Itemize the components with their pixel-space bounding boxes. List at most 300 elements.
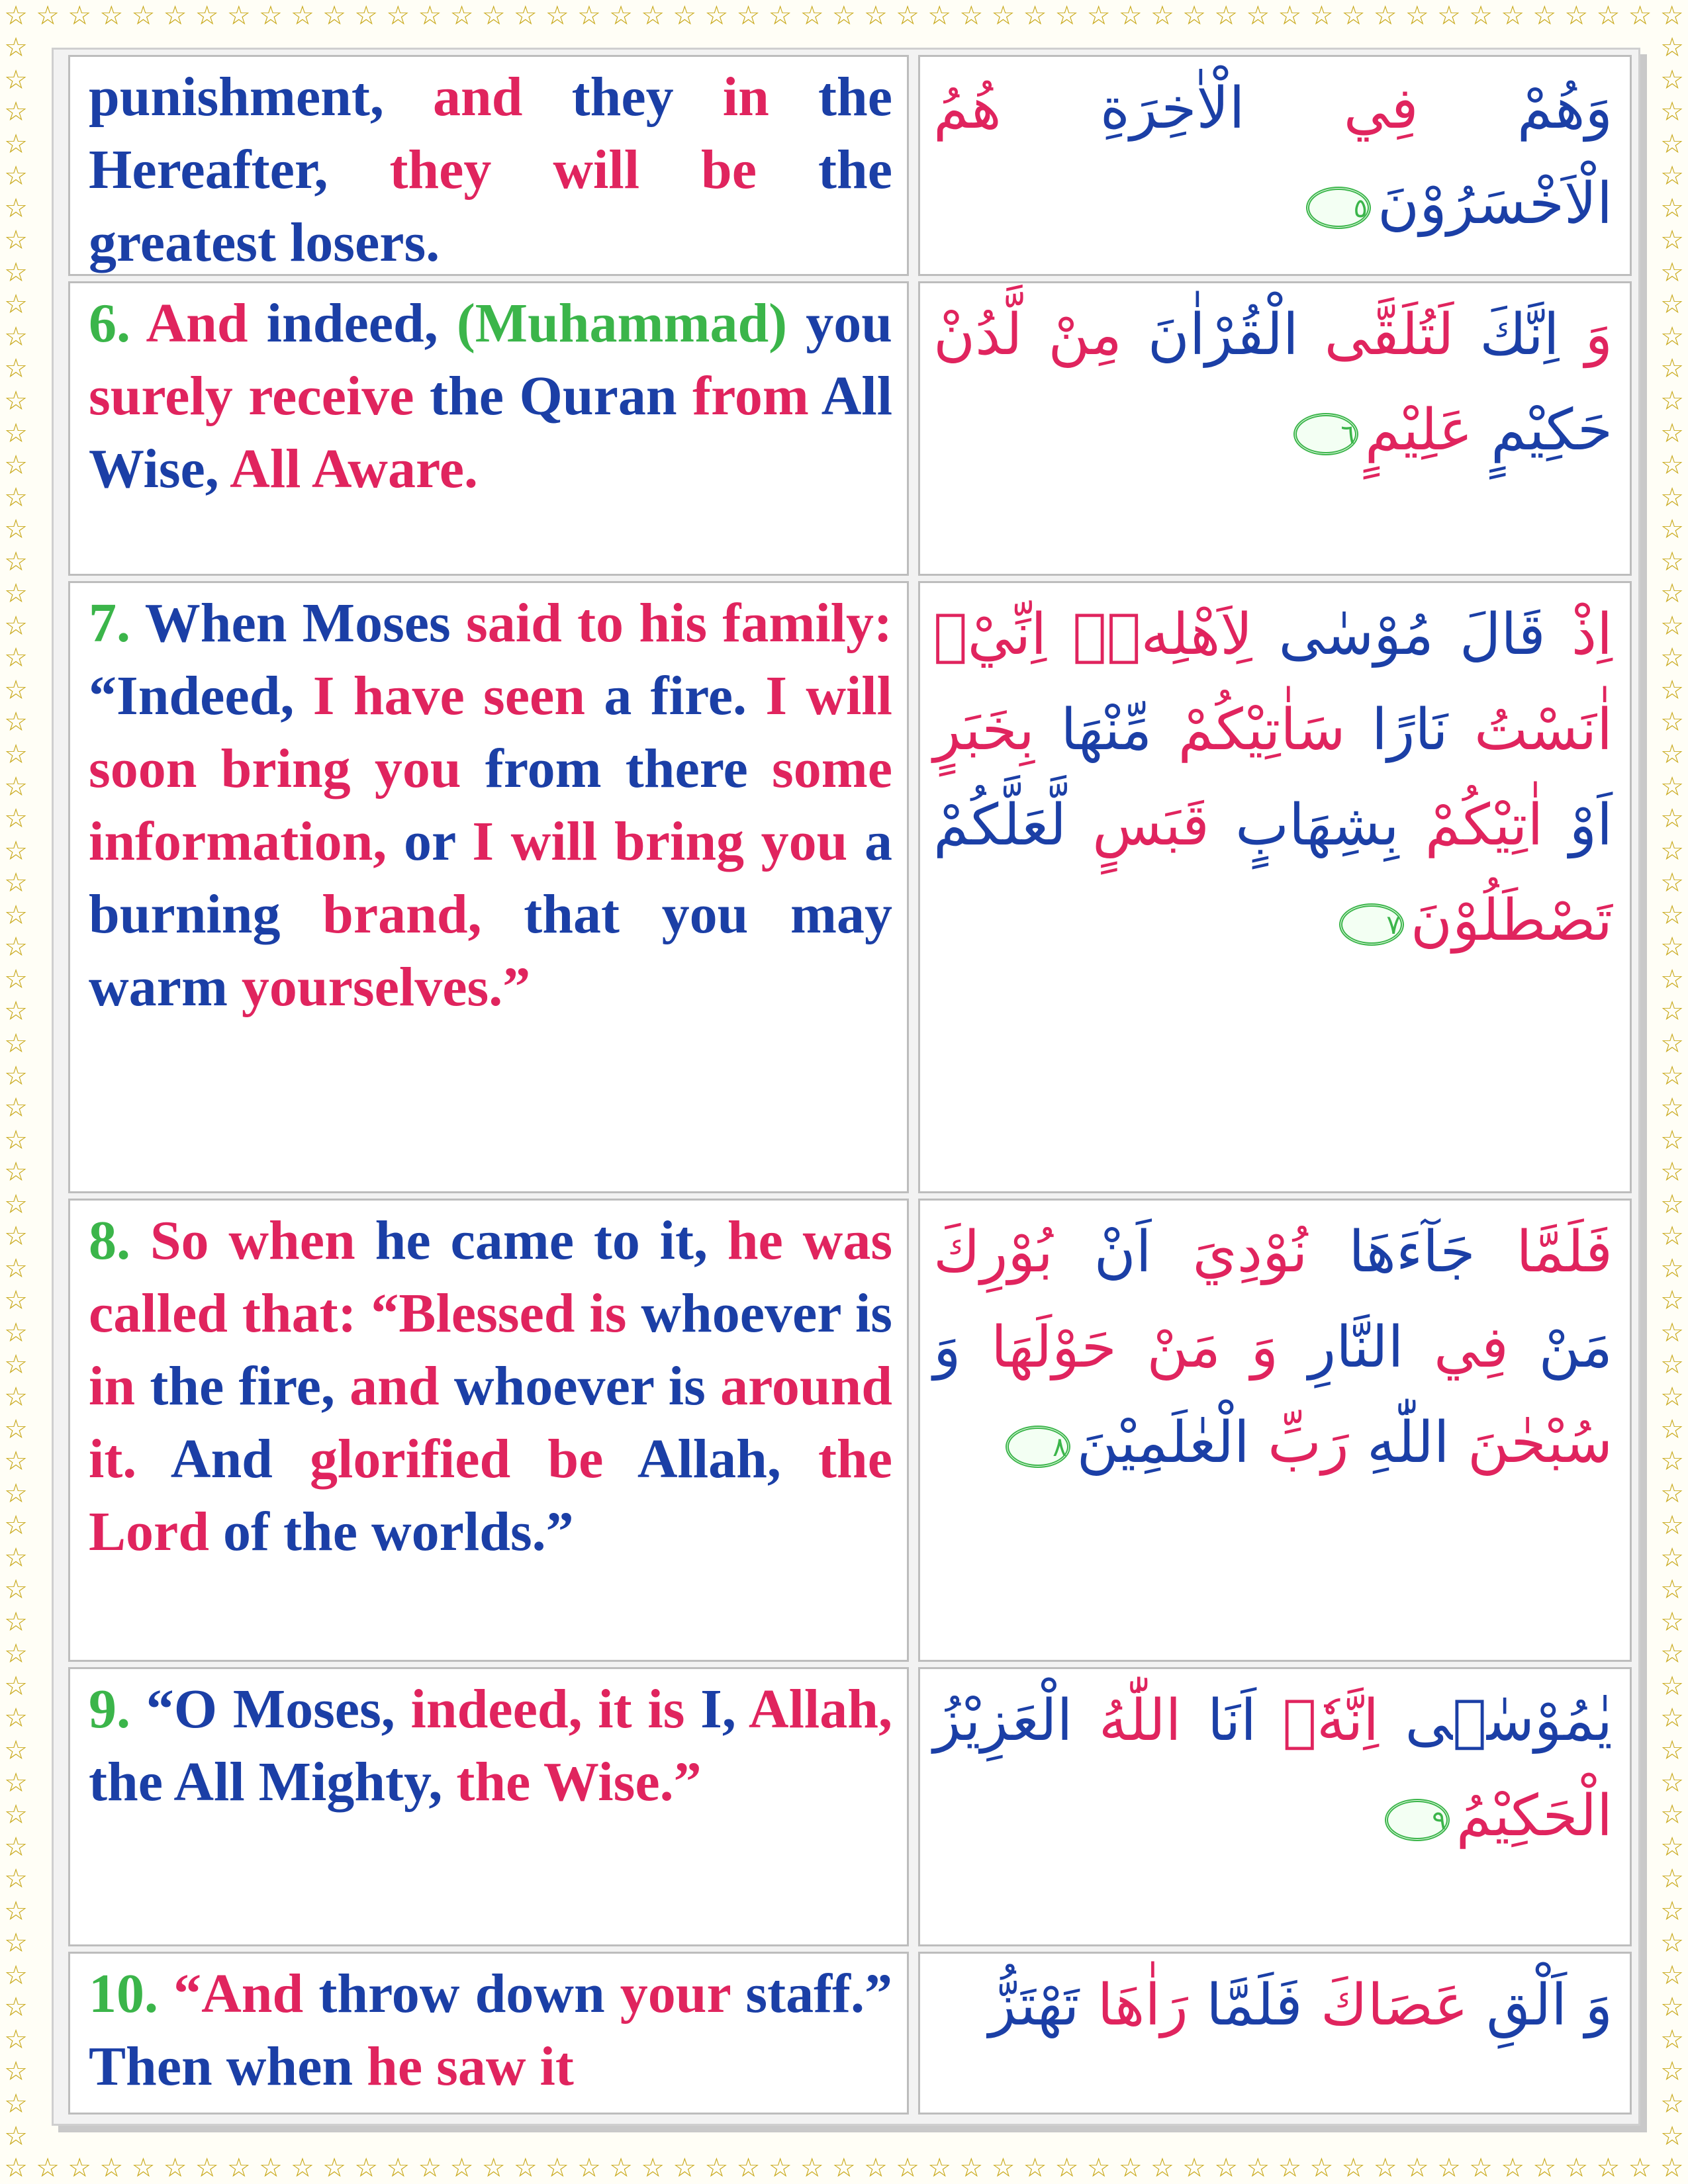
english-translation	[89, 287, 892, 506]
star-icon: ☆	[1660, 2024, 1684, 2055]
translation-segment: he saw it	[367, 2036, 574, 2097]
star-icon: ☆	[1086, 1, 1111, 31]
star-icon: ☆	[4, 643, 28, 674]
star-icon: ☆	[291, 1, 314, 31]
star-icon: ☆	[1278, 1, 1302, 31]
star-icon: ☆	[4, 1157, 28, 1188]
arabic-word: سَاٰتِيْكُمْ	[1152, 697, 1346, 763]
star-icon: ☆	[4, 1831, 28, 1862]
translation-segment: the fire,	[150, 1355, 350, 1417]
star-icon: ☆	[1501, 2153, 1525, 2183]
arabic-word: الْعَزِيْزُ	[933, 1688, 1073, 1754]
star-icon: ☆	[131, 2153, 156, 2183]
star-icon: ☆	[481, 2153, 506, 2183]
star-icon: ☆	[418, 2153, 442, 2183]
star-icon: ☆	[1660, 739, 1684, 770]
star-icon: ☆	[4, 771, 28, 802]
star-icon: ☆	[4, 1799, 28, 1831]
star-icon: ☆	[736, 1, 761, 31]
translation-segment: throw down	[318, 1963, 620, 2025]
verse-row	[54, 576, 1642, 1193]
verse-number: 6.	[89, 293, 146, 354]
translation-segment: indeed, it is	[410, 1678, 701, 1740]
star-icon: ☆	[1660, 1928, 1684, 1959]
star-icon: ☆	[36, 1, 60, 31]
star-icon: ☆	[4, 1895, 28, 1927]
verse-number: 10.	[89, 1963, 174, 2025]
arabic-word: النَّارِ	[1278, 1314, 1404, 1381]
star-icon: ☆	[226, 1, 251, 31]
arabic-word: اِنَّهٗۤ	[1256, 1688, 1380, 1754]
star-icon: ☆	[1246, 2153, 1270, 2183]
arabic-verse	[933, 1673, 1613, 1864]
star-icon: ☆	[1564, 2153, 1589, 2183]
star-icon: ☆	[4, 193, 28, 224]
star-icon: ☆	[4, 835, 28, 866]
translation-segment: And	[170, 1428, 310, 1490]
english-translation-cell	[68, 1952, 909, 2115]
arabic-word: بُوْرِكَ	[933, 1219, 1053, 1285]
star-icon: ☆	[4, 932, 28, 963]
star-icon: ☆	[4, 578, 28, 610]
ayah-end-marker-icon: ٦	[1293, 413, 1358, 455]
star-icon: ☆	[1660, 803, 1684, 835]
star-icon: ☆	[4, 1992, 28, 2023]
arabic-word: تَهْتَزُّ	[988, 1972, 1080, 2038]
star-icon: ☆	[1118, 2153, 1143, 2183]
english-translation-cell	[68, 55, 909, 276]
translation-segment: you	[806, 293, 892, 354]
arabic-verse	[933, 587, 1613, 968]
star-icon: ☆	[322, 1, 347, 31]
arabic-word: بِشِهَابٍ	[1209, 792, 1399, 858]
star-icon: ☆	[99, 1, 124, 31]
star-icon: ☆	[1501, 1, 1525, 31]
star-icon: ☆	[4, 1189, 28, 1220]
star-icon: ☆	[1469, 2153, 1493, 2183]
star-icon: ☆	[1628, 1, 1652, 31]
star-icon: ☆	[4, 1478, 28, 1509]
star-icon: ☆	[291, 2153, 314, 2183]
star-icon: ☆	[768, 1, 792, 31]
star-icon: ☆	[1660, 1189, 1684, 1220]
star-icon: ☆	[1660, 1831, 1684, 1862]
star-icon: ☆	[641, 1, 665, 31]
star-icon: ☆	[1660, 1960, 1684, 1991]
star-icon: ☆	[1660, 1478, 1684, 1509]
star-icon: ☆	[4, 1574, 28, 1606]
arabic-word: عَلِيْمٍ	[1364, 397, 1473, 463]
star-icon: ☆	[4, 161, 28, 192]
star-icon: ☆	[481, 1, 506, 31]
english-translation-cell	[68, 1667, 909, 1946]
arabic-word: اِنَّكَ	[1454, 302, 1560, 368]
star-icon: ☆	[768, 2153, 792, 2183]
star-icon: ☆	[1309, 1, 1334, 31]
verse-row	[54, 1946, 1642, 2115]
star-icon: ☆	[258, 2153, 283, 2183]
translation-segment: “O Moses,	[146, 1678, 411, 1740]
arabic-word: لَتُلَقَّى	[1298, 302, 1454, 368]
arabic-word: هُمُ	[933, 75, 1002, 142]
star-icon: ☆	[4, 964, 28, 995]
star-icon: ☆	[4, 546, 28, 577]
star-icon: ☆	[1660, 899, 1684, 931]
arabic-word: الْاٰخِرَةِ	[1001, 75, 1245, 142]
translation-segment: Then when	[89, 2036, 367, 2097]
star-icon: ☆	[4, 32, 28, 63]
star-icon: ☆	[1660, 868, 1684, 899]
arabic-verse-cell	[918, 581, 1632, 1193]
star-icon: ☆	[1660, 193, 1684, 224]
decorative-star-border-top	[0, 0, 1688, 32]
star-icon: ☆	[1214, 2153, 1239, 2183]
arabic-verse	[933, 287, 1613, 478]
star-icon: ☆	[4, 899, 28, 931]
star-icon: ☆	[4, 1703, 28, 1734]
star-icon: ☆	[226, 2153, 251, 2183]
verse-row	[54, 50, 1642, 276]
arabic-word: اٰنَسْتُ	[1448, 697, 1613, 763]
star-icon: ☆	[418, 1, 442, 31]
star-icon: ☆	[1596, 1, 1620, 31]
star-icon: ☆	[1660, 482, 1684, 513]
translation-segment: the All Mighty,	[89, 1751, 457, 1813]
arabic-word: لَّعَلَّكُمْ	[933, 792, 1066, 858]
arabic-word: اَنَا	[1181, 1688, 1257, 1754]
star-icon: ☆	[609, 2153, 633, 2183]
star-icon: ☆	[959, 1, 984, 31]
verse-table	[52, 48, 1640, 2126]
star-icon: ☆	[673, 2153, 697, 2183]
star-icon: ☆	[449, 1, 474, 31]
star-icon: ☆	[1436, 2153, 1461, 2183]
star-icon: ☆	[1118, 1, 1143, 31]
star-icon: ☆	[1660, 546, 1684, 577]
star-icon: ☆	[927, 2153, 952, 2183]
arabic-word: يٰمُوْسٰۤى	[1379, 1688, 1613, 1754]
ayah-end-marker-icon: ٨	[1006, 1426, 1070, 1468]
star-icon: ☆	[4, 1285, 28, 1316]
star-icon: ☆	[449, 2153, 474, 2183]
arabic-word: اللّٰهِ	[1348, 1410, 1450, 1476]
star-icon: ☆	[1532, 1, 1557, 31]
translation-segment: I,	[700, 1678, 749, 1740]
star-icon: ☆	[1278, 2153, 1302, 2183]
star-icon: ☆	[1660, 1799, 1684, 1831]
translation-segment: And	[146, 293, 267, 354]
star-icon: ☆	[4, 1542, 28, 1573]
star-icon: ☆	[1564, 1, 1589, 31]
star-icon: ☆	[195, 2153, 219, 2183]
arabic-word: وَ	[933, 1314, 961, 1381]
star-icon: ☆	[1660, 1221, 1684, 1252]
star-icon: ☆	[1660, 835, 1684, 866]
star-icon: ☆	[1214, 1, 1239, 31]
star-icon: ☆	[4, 2089, 28, 2119]
verse-row	[54, 276, 1642, 576]
star-icon: ☆	[1660, 2089, 1684, 2119]
star-icon: ☆	[704, 2153, 729, 2183]
star-icon: ☆	[991, 1, 1015, 31]
arabic-verse	[933, 1205, 1613, 1490]
star-icon: ☆	[1660, 64, 1684, 95]
star-icon: ☆	[864, 2153, 888, 2183]
star-icon: ☆	[4, 2120, 28, 2152]
star-icon: ☆	[4, 1606, 28, 1637]
star-icon: ☆	[4, 1670, 28, 1702]
star-icon: ☆	[1660, 1864, 1684, 1895]
star-icon: ☆	[1150, 1, 1174, 31]
star-icon: ☆	[4, 803, 28, 835]
star-icon: ☆	[386, 2153, 410, 2183]
arabic-word: سُبْحٰنَ	[1449, 1410, 1613, 1476]
star-icon: ☆	[1660, 386, 1684, 417]
star-icon: ☆	[4, 1960, 28, 1991]
translation-segment: the greatest losers.	[89, 139, 892, 273]
star-icon: ☆	[959, 2153, 984, 2183]
arabic-word: مُوْسٰى	[1252, 602, 1434, 668]
arabic-word: الْحَكِيْمُ	[1456, 1783, 1613, 1849]
star-icon: ☆	[36, 2153, 60, 2183]
star-icon: ☆	[1628, 2153, 1652, 2183]
star-icon: ☆	[4, 225, 28, 256]
star-icon: ☆	[195, 1, 219, 31]
star-icon: ☆	[1660, 2120, 1684, 2152]
star-icon: ☆	[1660, 1735, 1684, 1766]
star-icon: ☆	[1660, 674, 1684, 705]
star-icon: ☆	[386, 1, 410, 31]
translation-segment: When	[144, 592, 303, 654]
star-icon: ☆	[545, 1, 569, 31]
arabic-word: مَنْ	[1508, 1314, 1613, 1381]
translation-segment: glorified be	[309, 1428, 637, 1490]
translation-segment: of the worlds.”	[223, 1501, 574, 1563]
ayah-end-marker-icon: ٥	[1306, 187, 1371, 229]
star-icon: ☆	[4, 674, 28, 705]
star-icon: ☆	[1660, 257, 1684, 288]
star-icon: ☆	[1023, 2153, 1047, 2183]
translation-segment: Allah,	[748, 1678, 892, 1740]
star-icon: ☆	[4, 514, 28, 545]
english-translation-cell	[68, 581, 909, 1193]
star-icon: ☆	[1660, 964, 1684, 995]
star-icon: ☆	[4, 1446, 28, 1477]
star-icon: ☆	[1660, 1317, 1684, 1348]
translation-segment: and	[433, 66, 572, 128]
star-icon: ☆	[1660, 1670, 1684, 1702]
star-icon: ☆	[991, 2153, 1015, 2183]
star-icon: ☆	[1660, 161, 1684, 192]
star-icon: ☆	[1436, 1, 1461, 31]
star-icon: ☆	[896, 1, 919, 31]
star-icon: ☆	[163, 1, 187, 31]
star-icon: ☆	[1660, 2153, 1684, 2183]
star-icon: ☆	[4, 1060, 28, 1091]
arabic-word: مِنْ لَّدُنْ	[933, 302, 1122, 368]
star-icon: ☆	[4, 1253, 28, 1284]
star-icon: ☆	[4, 289, 28, 320]
arabic-word: حَوْلَهَا	[961, 1314, 1117, 1381]
star-icon: ☆	[4, 1639, 28, 1670]
star-icon: ☆	[4, 257, 28, 288]
star-icon: ☆	[1532, 2153, 1557, 2183]
star-icon: ☆	[163, 2153, 187, 2183]
star-icon: ☆	[1660, 1157, 1684, 1188]
star-icon: ☆	[4, 2024, 28, 2055]
arabic-word: اِذْ	[1545, 602, 1613, 668]
star-icon: ☆	[1660, 1606, 1684, 1637]
translation-segment: in	[722, 66, 819, 128]
translation-segment: a fire.	[604, 665, 766, 727]
star-icon: ☆	[1660, 97, 1684, 128]
translation-segment: (Muhammad)	[456, 293, 806, 354]
translation-segment: brand,	[322, 884, 524, 945]
star-icon: ☆	[1660, 707, 1684, 738]
translation-segment: in	[89, 1355, 150, 1417]
translation-segment: said to his family:	[466, 592, 892, 654]
translation-segment: that you may warm	[89, 884, 892, 1018]
english-translation-cell	[68, 1199, 909, 1662]
star-icon: ☆	[545, 2153, 569, 2183]
arabic-word: فَلَمَّا	[1475, 1219, 1613, 1285]
star-icon: ☆	[4, 1221, 28, 1252]
star-icon: ☆	[1660, 643, 1684, 674]
star-icon: ☆	[1660, 418, 1684, 449]
star-icon: ☆	[1182, 2153, 1206, 2183]
star-icon: ☆	[1660, 1895, 1684, 1927]
translation-segment: staff.”	[745, 1963, 893, 2025]
arabic-word: الْعٰلَمِيْنَ	[1076, 1410, 1250, 1476]
star-icon: ☆	[4, 1928, 28, 1959]
arabic-word: رَاٰهَا	[1079, 1972, 1188, 2038]
star-icon: ☆	[577, 1, 601, 31]
star-icon: ☆	[354, 2153, 379, 2183]
star-icon: ☆	[1246, 1, 1270, 31]
star-icon: ☆	[1055, 1, 1079, 31]
arabic-word: اَنْ	[1053, 1219, 1152, 1285]
star-icon: ☆	[641, 2153, 665, 2183]
star-icon: ☆	[322, 2153, 347, 2183]
star-icon: ☆	[4, 97, 28, 128]
translation-segment: “And	[173, 1963, 319, 2025]
arabic-verse	[933, 1958, 1613, 2053]
translation-segment: the Wise.”	[456, 1751, 702, 1813]
star-icon: ☆	[831, 1, 856, 31]
star-icon: ☆	[4, 739, 28, 770]
star-icon: ☆	[1341, 2153, 1366, 2183]
star-icon: ☆	[68, 1, 92, 31]
star-icon: ☆	[4, 64, 28, 95]
star-icon: ☆	[1660, 1349, 1684, 1381]
star-icon: ☆	[1150, 2153, 1174, 2183]
star-icon: ☆	[4, 128, 28, 159]
arabic-word: وَ	[1559, 302, 1613, 368]
arabic-word: حَكِيْمٍ	[1472, 397, 1613, 463]
star-icon: ☆	[1660, 1093, 1684, 1124]
arabic-word: بِخَبَرٍ	[933, 697, 1035, 763]
star-icon: ☆	[4, 2056, 28, 2087]
star-icon: ☆	[1660, 932, 1684, 963]
star-icon: ☆	[4, 386, 28, 417]
star-icon: ☆	[4, 1, 28, 31]
star-icon: ☆	[4, 1864, 28, 1895]
translation-segment: I have seen	[312, 665, 604, 727]
english-translation	[89, 1205, 892, 1569]
arabic-word: رَبِّ	[1249, 1410, 1349, 1476]
translation-segment: Allah,	[637, 1428, 818, 1490]
star-icon: ☆	[1660, 2056, 1684, 2087]
translation-segment: he was called that: “Blessed is	[89, 1210, 893, 1344]
star-icon: ☆	[704, 1, 729, 31]
verse-row	[54, 1193, 1642, 1662]
arabic-verse	[933, 61, 1613, 251]
translation-segment: from	[692, 365, 821, 427]
arabic-word: الْقُرْاٰنَ	[1121, 302, 1299, 368]
arabic-word: عَصَاكَ	[1302, 1972, 1468, 2038]
translation-segment: I will bring you	[472, 811, 865, 872]
translation-segment: So when	[150, 1210, 375, 1271]
star-icon: ☆	[1660, 128, 1684, 159]
arabic-word: جَآءَهَا	[1307, 1219, 1476, 1285]
translation-segment: the Hereafter,	[89, 66, 892, 201]
star-icon: ☆	[68, 2153, 92, 2183]
star-icon: ☆	[4, 1349, 28, 1381]
decorative-star-border-left	[0, 32, 32, 2152]
star-icon: ☆	[1660, 1253, 1684, 1284]
star-icon: ☆	[1660, 289, 1684, 320]
star-icon: ☆	[1596, 2153, 1620, 2183]
star-icon: ☆	[4, 707, 28, 738]
star-icon: ☆	[1660, 353, 1684, 385]
translation-segment: he came to it,	[375, 1210, 727, 1271]
translation-segment: “Indeed,	[89, 665, 313, 727]
star-icon: ☆	[4, 1381, 28, 1412]
arabic-word: اللّٰهُ	[1072, 1688, 1182, 1754]
english-translation	[89, 61, 892, 276]
star-icon: ☆	[1660, 1285, 1684, 1316]
star-icon: ☆	[609, 1, 633, 31]
english-translation	[89, 1958, 892, 2103]
star-icon: ☆	[1660, 514, 1684, 545]
ayah-end-marker-icon: ٧	[1339, 903, 1404, 946]
star-icon: ☆	[4, 1317, 28, 1348]
star-icon: ☆	[896, 2153, 919, 2183]
arabic-verse-cell	[918, 1952, 1632, 2115]
star-icon: ☆	[1660, 1992, 1684, 2023]
star-icon: ☆	[131, 1, 156, 31]
star-icon: ☆	[4, 996, 28, 1027]
star-icon: ☆	[1405, 2153, 1429, 2183]
translation-segment: a burning	[89, 811, 893, 945]
translation-segment: around it.	[89, 1355, 892, 1490]
star-icon: ☆	[927, 1, 952, 31]
star-icon: ☆	[4, 450, 28, 481]
star-icon: ☆	[1055, 2153, 1079, 2183]
star-icon: ☆	[4, 1028, 28, 1059]
star-icon: ☆	[1182, 1, 1206, 31]
star-icon: ☆	[1660, 1703, 1684, 1734]
english-translation-cell	[68, 281, 909, 576]
star-icon: ☆	[258, 1, 283, 31]
star-icon: ☆	[1405, 1, 1429, 31]
decorative-star-border-right	[1656, 32, 1688, 2152]
translation-segment: the Lord	[89, 1428, 892, 1563]
translation-segment: from there	[485, 738, 773, 799]
star-icon: ☆	[1660, 1414, 1684, 1445]
star-icon: ☆	[800, 1, 824, 31]
star-icon: ☆	[513, 1, 538, 31]
